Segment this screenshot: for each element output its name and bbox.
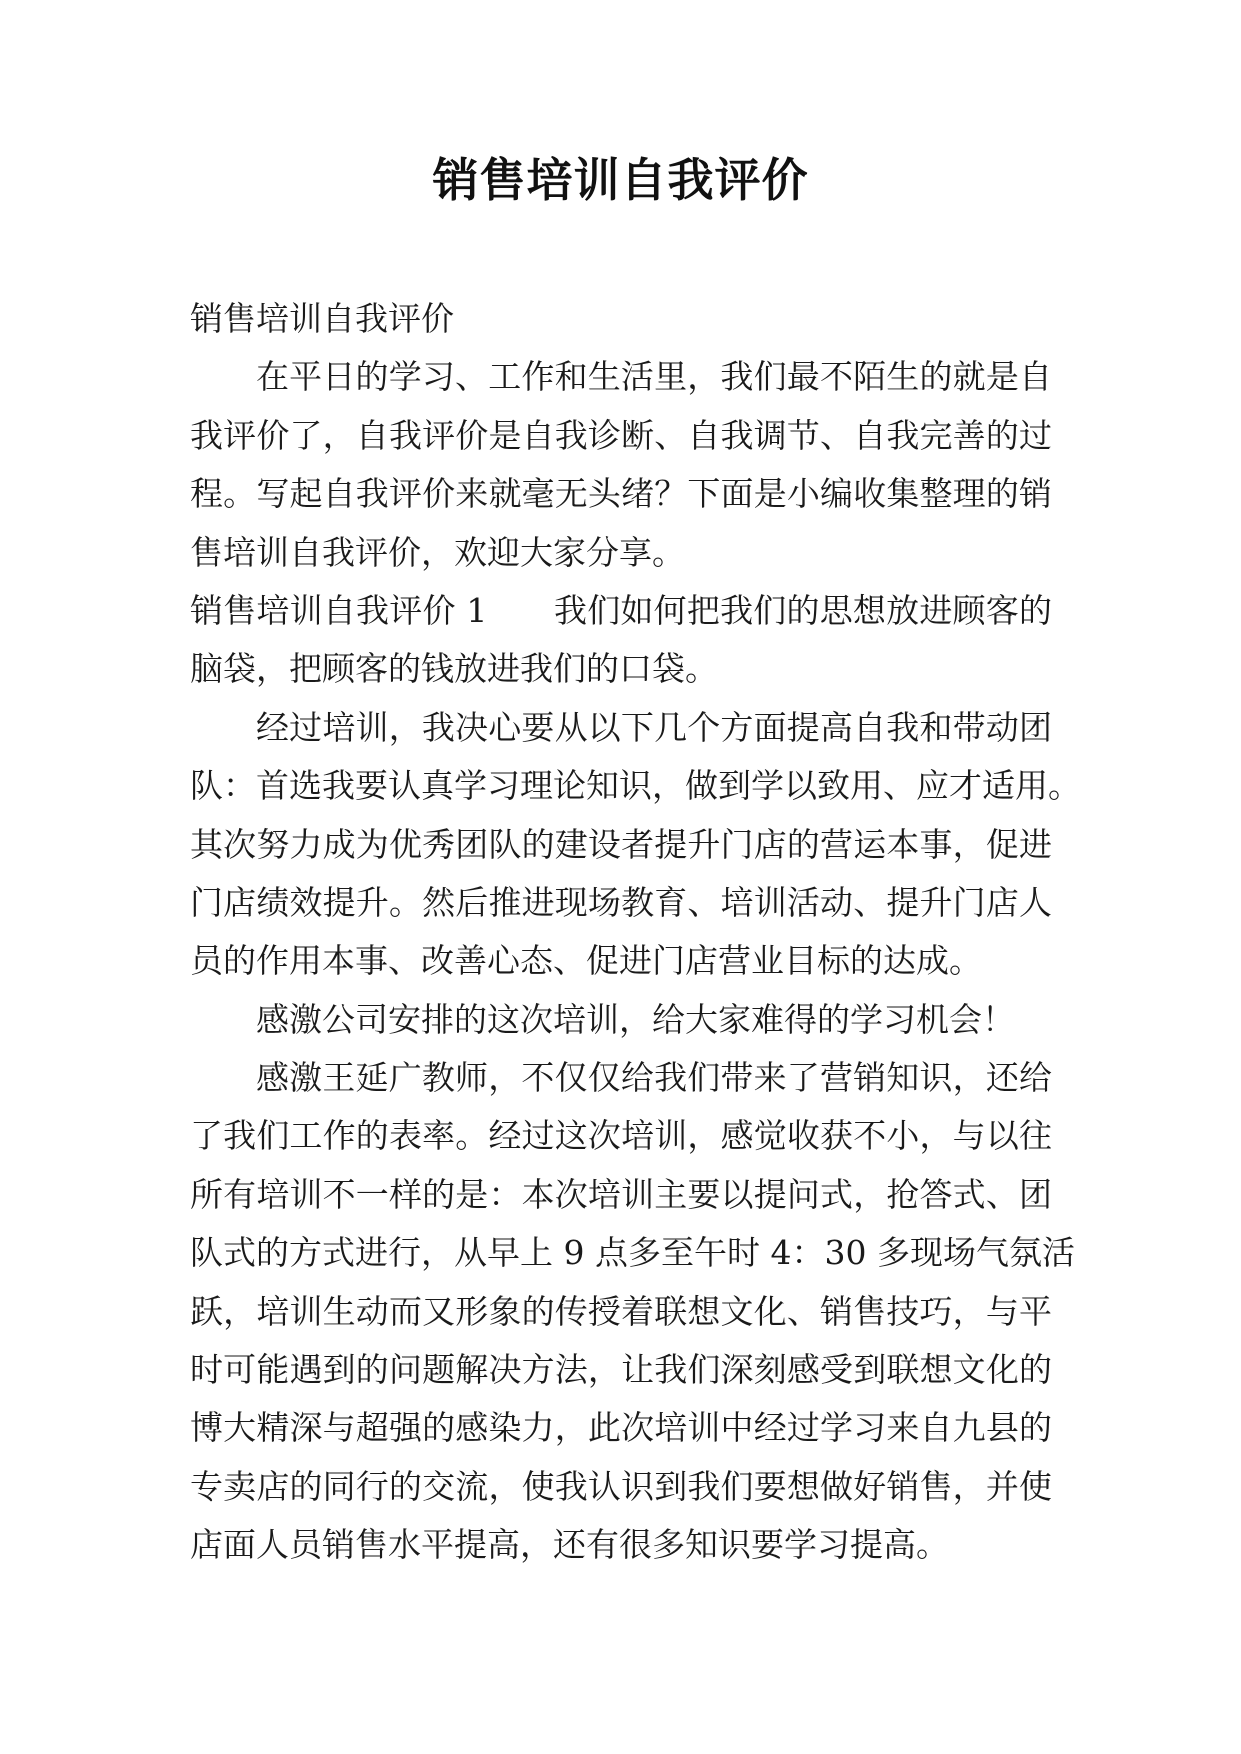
text-line: 专卖店的同行的交流，使我认识到我们要想做好销售，并使 [190, 1466, 1052, 1506]
text-line: 跃，培训生动而又形象的传授着联想文化、销售技巧，与平 [190, 1291, 1052, 1331]
document-body [190, 290, 1081, 1575]
text-line: 博大精深与超强的感染力，此次培训中经过学习来自九县的 [190, 1408, 1052, 1448]
text-line: 在平日的学习、工作和生活里，我们最不陌生的就是自 [256, 357, 1052, 397]
text-line: 销售培训自我评价 [190, 299, 454, 338]
text-line: 队式的方式进行，从早上 9 点多至午时 4：30 多现场气氛活 [190, 1233, 1075, 1273]
text-line: 我评价了，自我评价是自我诊断、自我调节、自我完善的过 [190, 415, 1052, 455]
page-title: 销售培训自我评价 [432, 153, 809, 207]
text-line: 店面人员销售水平提高，还有很多知识要学习提高。 [190, 1525, 949, 1565]
text-line: 其次努力成为优秀团队的建设者提升门店的营运本事，促进 [190, 824, 1052, 864]
text-line: 员的作用本事、改善心态、促进门店营业目标的达成。 [190, 941, 982, 981]
text-line: 程。写起自我评价来就毫无头绪？下面是小编收集整理的销 [190, 474, 1052, 514]
text-line: 门店绩效提升。然后推进现场教育、培训活动、提升门店人 [190, 882, 1052, 922]
text-line: 脑袋，把顾客的钱放进我们的口袋。 [190, 649, 718, 689]
text-line: 销售培训自我评价 1 我们如何把我们的思想放进顾客的 [190, 590, 1052, 630]
text-line: 时可能遇到的问题解决方法，让我们深刻感受到联想文化的 [190, 1350, 1052, 1390]
text-line: 所有培训不一样的是：本次培训主要以提问式，抢答式、团 [190, 1174, 1052, 1214]
text-line: 感激王延广教师，不仅仅给我们带来了营销知识，还给 [256, 1058, 1052, 1098]
text-line: 队：首选我要认真学习理论知识，做到学以致用、应才适用。 [190, 766, 1081, 806]
text-line: 感激公司安排的这次培训，给大家难得的学习机会！ [256, 999, 1015, 1039]
text-line: 售培训自我评价，欢迎大家分享。 [190, 532, 685, 572]
text-line: 经过培训，我决心要从以下几个方面提高自我和带动团 [256, 707, 1052, 747]
text-line: 了我们工作的表率。经过这次培训，感觉收获不小，与以往 [190, 1116, 1052, 1156]
